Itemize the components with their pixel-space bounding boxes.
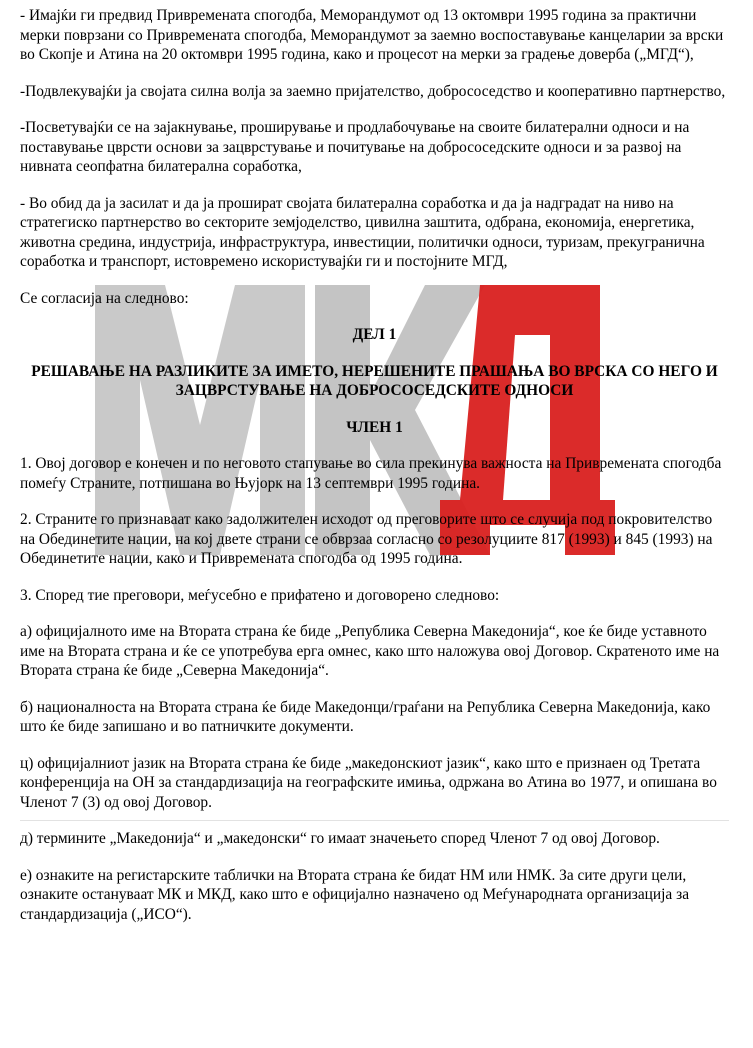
agreement-intro: Се согласија на следново: [20, 289, 189, 307]
article-clause-3: 3. Според тие преговори, меѓусебно е прифатено и договорено следново: [20, 586, 500, 604]
clause-item-a: а) официјалното име на Втората страна ќе биде „Република Северна Македонија“, кое ќе биде уставното име на Втората страна и ќе се употребува ерга омнес, како што наложува овој Договор. Скратеното име на Втората страна ќе биде „Северна Македонија“. [20, 623, 720, 679]
preamble-paragraph-3: -Посветувајќи се на зајакнување, проширување и продлабочување на своите билатерални односи и на поставување цврсти основи за зацврстување и почитување на добрососедските односи и за развој на нивната сеопфатна билатерална соработка, [20, 119, 690, 175]
clause-item-e: е) ознаките на регистарските таблички на Втората страна ќе бидат НМ или НМК. За сите други цели, ознаките остануваат МК и МКД, како што е официјално назначено од Меѓународната организација за стандардизација („ИСО“). [20, 866, 690, 923]
preamble-paragraph-1: - Имајќи ги предвид Привремената спогодба, Меморандумот од 13 октомври 1995 година за практични мерки поврзани со Привремената спогодба, Меморандумот за заемно воспоставување канцеларии за врски во Скопје и Атина на 20 октомври 1995 година, како и процесот на мерки за градење доверба („МГД“), [20, 7, 724, 63]
clause-item-c: ц) официјалниот јазик на Втората страна ќе биде „македонскиот јазик“, како што е признаен од Третата конференција на ОН за стандардизација на географските имиња, одржана во Атина во 1977, и опишана во Членот 7 (3) од овој Договор. [20, 754, 717, 811]
article-clause-1: 1. Овој договор е конечен и по неговото стапување во сила прекинува важноста на Привремената спогодба помеѓу Страните, потпишана во Њујорк на 13 септември 1995 година. [20, 455, 722, 492]
article-heading: ЧЛЕН 1 [346, 418, 403, 436]
clause-item-d: д) термините „Македонија“ и „македонски“ го имаат значењето според Членот 7 од овој Договор. [20, 830, 660, 847]
clause-item-b: б) националноста на Втората страна ќе биде Македонци/граѓани на Република Северна Македонија, како што ќе биде запишано и во патничките документи. [20, 698, 711, 735]
preamble-paragraph-2: -Подвлекувајќи ја својата силна волја за заемно пријателство, добрососедство и кооперативно партнерство, [20, 82, 726, 100]
preamble-paragraph-4: - Во обид да ја засилат и да ја прошират својата билатерална соработка и да ја надградат на ниво на стратегиско партнерство во секторите земјоделство, цивилна заштита, одбрана, економија, енергетика, животна средина, индустрија, инфраструктура, инвестиции, политички односи, туризам, прекугранична соработка и транспорт, истовремено искористувајќи ги и постојните МГД, [20, 194, 705, 270]
part-heading: ДЕЛ 1 [352, 326, 397, 343]
article-clause-2: 2. Страните го признаваат како задолжителен исходот од преговорите што се случија под покровителство на Обединетите нации, на кој двете страни се обврзаа согласно со резолуциите 817 (1993) и 845 (1993) на Обединетите нации, како и Привремената спогодба од 1995 година. [20, 511, 713, 567]
page-divider [20, 820, 729, 821]
part-title: РЕШАВАЊЕ НА РАЗЛИКИТЕ ЗА ИМЕТО, НЕРЕШЕНИТЕ ПРАШАЊА ВО ВРСКА СО НЕГО И ЗАЦВРСТУВАЊЕ НА ДОБРОСОСЕДСКИТЕ ОДНОСИ [31, 362, 718, 399]
